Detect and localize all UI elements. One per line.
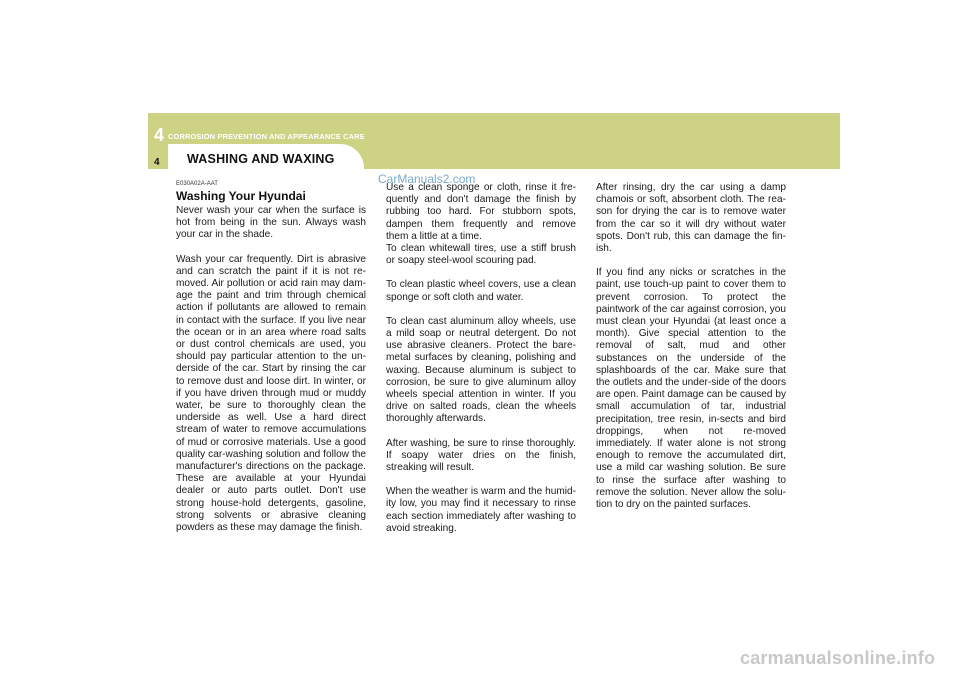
paragraph: Never wash your car when the surface is hot from being in the sun. Always wash your car in the shade. (176, 205, 366, 241)
paragraph: To clean plastic wheel covers, use a clean sponge or soft cloth and water. (386, 279, 576, 303)
subheading: Washing Your Hyundai (176, 189, 306, 203)
text-column-3 (596, 182, 786, 523)
paragraph: If you find any nicks or scratches in the paint, use touch-up paint to cover them to prevent corrosion. To protect the paintwork of the car against corrosion, you must clean your Hyundai (at least once a month). Give special attention to the removal of salt, mud and other substances on the underside of the splashboards of the car. Make sure that the outlets and the under-side of the doors are open. Paint damage can be caused by small accumulation of tar, industrial precipitation, tree resin, in-sects and bird droppings, when not re-moved immediately. If water alone is not strong enough to remove the accumulated dirt, use a mild car washing solution. Be sure to rinse the surface after washing to remove the solution. Never allow the solu-tion to dry on the painted surfaces. (596, 267, 786, 511)
paragraph: After rinsing, dry the car using a damp chamois or soft, absorbent cloth. The rea-son for drying the car is to remove water from the car so it will dry without water spots. Don't rub, this can damage the fin-ish. (596, 182, 786, 255)
page-number: 4 (154, 157, 160, 168)
text-column-1 (176, 180, 366, 546)
paragraph: To clean cast aluminum alloy wheels, use a mild soap or neutral detergent. Do not use abrasive cleaners. Protect the bare-metal surfaces by cleaning, polishing and waxing. Because aluminum is subject to corrosion, be sure to give aluminum alloy wheels special attention in winter. If you drive on salted roads, clean the wheels thoroughly afterwards. (386, 315, 576, 425)
paragraph: To clean whitewall tires, use a stiff brush or soapy steel-wool scouring pad. (386, 243, 576, 267)
section-title: WASHING AND WAXING (187, 152, 335, 166)
reference-code: E030A02A-AAT (176, 181, 218, 187)
paragraph: After washing, be sure to rinse thoroughly. If soapy water dries on the finish, streaking will result. (386, 437, 576, 474)
watermark-top[interactable]: CarManuals2.com (378, 172, 476, 186)
paragraph: Use a clean sponge or cloth, rinse it fre-quently and don't damage the finish by rubbing too hard. For stubborn spots, dampen them frequently and remove them a little at a time. (386, 182, 576, 242)
chapter-number: 4 (154, 125, 165, 145)
paragraph: Wash your car frequently. Dirt is abrasive and can scratch the paint if it is not re-moved. Air pollution or acid rain may dam-age the paint and trim through chemical action if pollutants are allowed to remain in contact with the surface. If you live near the ocean or in an area where road salts or dust control chemicals are used, you should pay particular attention to the un-derside of the car. Start by rinsing the car to remove dust and loose dirt. In winter, or if you have driven through mud or muddy water, be sure to thoroughly clean the underside as well. Use a hard direct stream of water to remove accumulations of mud or corrosive materials. Use a good quality car-washing solution and follow the manufacturer's directions on the package. These are available at your Hyundai dealer or auto parts outlet. Don't use strong house-hold detergents, gasoline, strong solvents or abrasive cleaning powders as these may damage the finish. (176, 253, 366, 534)
text-column-2 (386, 182, 576, 547)
watermark-bottom[interactable]: carmanualsonline.info (740, 648, 936, 668)
chapter-title: CORROSION PREVENTION AND APPEARANCE CARE (168, 132, 365, 141)
paragraph: When the weather is warm and the humid-ity low, you may find it necessary to rinse each section immediately after washing to avoid streaking. (386, 486, 576, 534)
